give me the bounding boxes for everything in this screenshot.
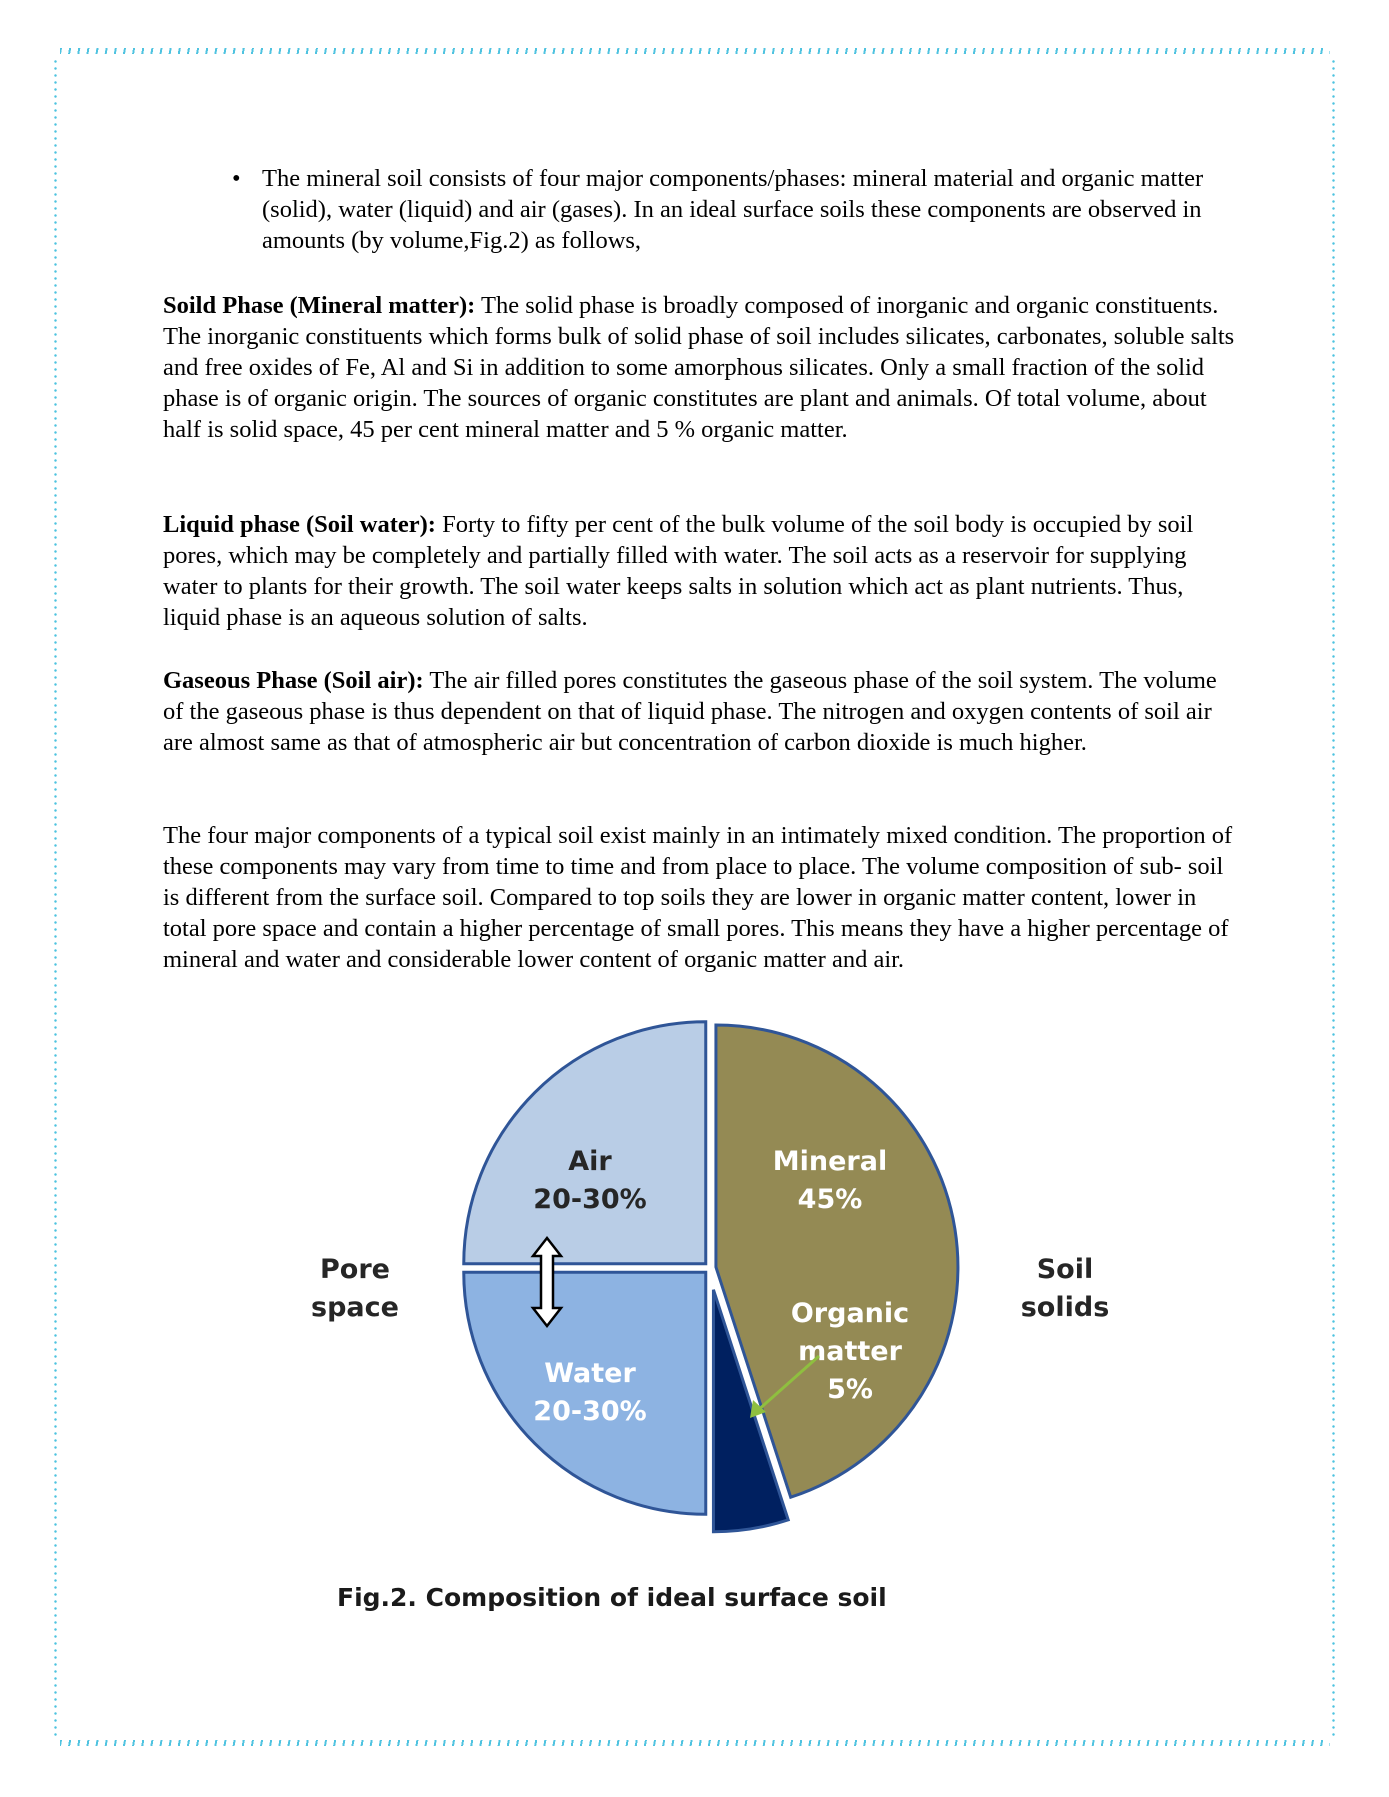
gaseous-phase-text: The air filled pores constitutes the gaseous phase of the soil system. The volume of the gaseous phase is thus dependent on that of liquid phase. The nitrogen and oxygen contents of soil air are almost same as that of atmospheric air but concentration of carbon dioxide is much higher. xyxy=(163,667,1217,756)
pie-slice-water xyxy=(464,1272,706,1514)
bullet-icon: • xyxy=(232,165,241,192)
group-label-soil-solids: Soil solids xyxy=(1020,1254,1110,1323)
soil-composition-pie-chart xyxy=(300,1020,1120,1580)
page-border-left xyxy=(54,58,57,1740)
group-label-pore-space: Pore space xyxy=(311,1254,399,1323)
slice-label-mineral: Mineral 45% xyxy=(772,1146,888,1215)
slice-label-organic-matter: Organic matter 5% xyxy=(790,1298,910,1405)
summary-paragraph xyxy=(163,820,1238,975)
liquid-phase-text: Forty to fifty per cent of the bulk volume of the soil body is occupied by soil pores, which may be completely and partially filled with water. The soil acts as a reservoir for supplying water to plants for their growth. The soil water keeps salts in solution which act as plant nutrients. Thus, liquid phase is an aqueous solution of salts. xyxy=(163,511,1194,631)
liquid-phase-paragraph xyxy=(163,509,1238,633)
gaseous-phase-heading-end: ): xyxy=(407,667,424,694)
liquid-phase-heading: Liquid phase (Soil water): xyxy=(163,511,436,538)
solid-phase-heading: Soild Phase (Mineral matter): xyxy=(163,292,476,319)
intro-bullet-text: The mineral soil consists of four major components/phases: mineral material and organic matter (solid), water (liquid) and air (gases). In an ideal surface soils these components are observed in amounts (by volume,Fig.2) as follows, xyxy=(262,165,1204,254)
figure-caption: Fig.2. Composition of ideal surface soil xyxy=(337,1583,887,1612)
intro-bullet xyxy=(232,163,1222,256)
soil-composition-figure xyxy=(300,1020,1120,1580)
page-border-bottom xyxy=(60,1740,1330,1746)
page-border-top xyxy=(60,48,1330,54)
gaseous-phase-heading: Gaseous Phase (Soil air xyxy=(163,667,408,694)
pie-slice-air xyxy=(464,1022,706,1264)
page-border-right xyxy=(1332,58,1335,1740)
slice-label-water: Water 20-30% xyxy=(533,1358,647,1427)
summary-text: The four major components of a typical soil exist mainly in an intimately mixed condition. The proportion of these components may vary from time to time and from place to place. The volume composition of sub- soil is different from the surface soil. Compared to top soils they are lower in organic matter content, lower in total pore space and contain a higher percentage of small pores. This means they have a higher percentage of mineral and water and considerable lower content of organic matter and air. xyxy=(163,822,1233,973)
slice-label-air: Air 20-30% xyxy=(533,1146,647,1215)
gaseous-phase-paragraph xyxy=(163,665,1238,758)
solid-phase-text: The solid phase is broadly composed of inorganic and organic constituents. The inorganic constituents which forms bulk of solid phase of soil includes silicates, carbonates, soluble salts and free oxides of Fe, Al and Si in addition to some amorphous silicates. Only a small fraction of the solid phase is of organic origin. The sources of organic constitutes are plant and animals. Of total volume, about half is solid space, 45 per cent mineral matter and 5 % organic matter. xyxy=(163,292,1235,443)
solid-phase-paragraph xyxy=(163,290,1238,445)
